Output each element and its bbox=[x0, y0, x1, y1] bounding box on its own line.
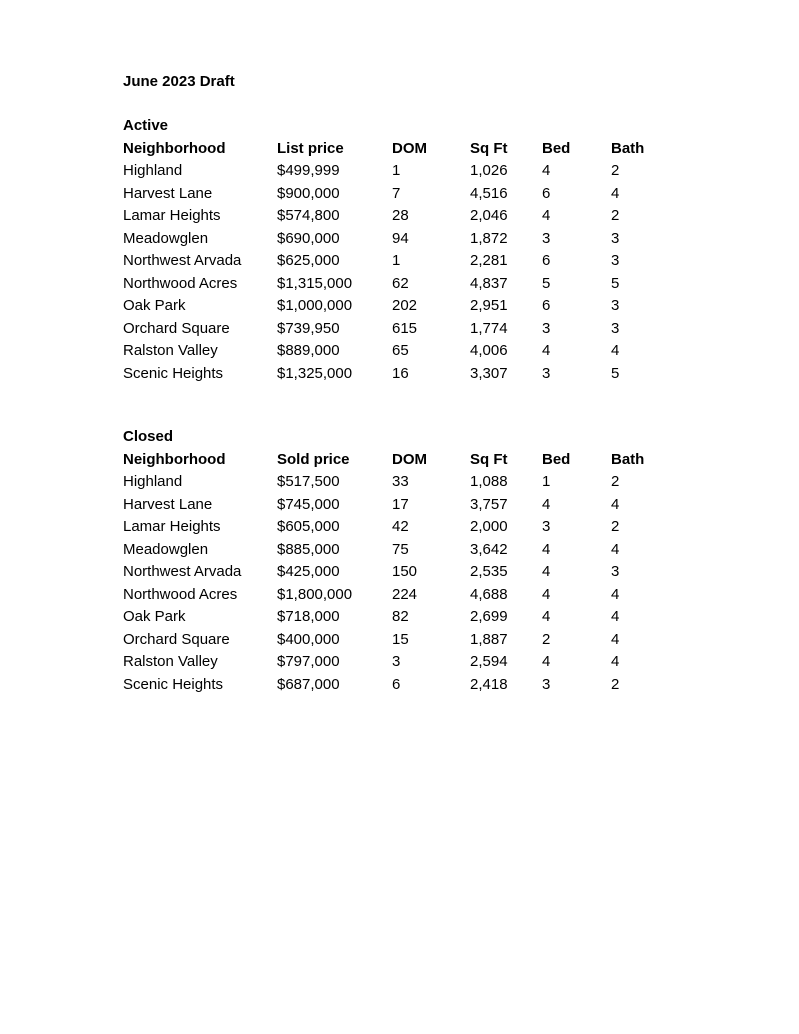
cell-price: $1,800,000 bbox=[277, 585, 353, 603]
cell-dom: 6 bbox=[392, 675, 401, 693]
cell-bath: 4 bbox=[611, 495, 620, 513]
cell-price: $797,000 bbox=[277, 653, 340, 670]
cell-bed: 4 bbox=[542, 495, 551, 513]
cell-price: $900,000 bbox=[277, 184, 340, 202]
cell-dom: 15 bbox=[392, 630, 409, 648]
cell-sq-ft: 3,307 bbox=[470, 364, 508, 382]
cell-neighborhood: Ralston Valley bbox=[123, 653, 218, 670]
table-row bbox=[123, 516, 671, 539]
column-header-bed: Bed bbox=[542, 139, 571, 157]
cell-dom: 1 bbox=[392, 252, 401, 269]
cell-dom: 65 bbox=[392, 342, 409, 359]
table-row bbox=[123, 318, 671, 341]
cell-bed: 5 bbox=[542, 274, 551, 292]
cell-dom: 62 bbox=[392, 274, 409, 292]
cell-dom: 3 bbox=[392, 653, 401, 670]
cell-price: $690,000 bbox=[277, 229, 340, 247]
cell-bath: 3 bbox=[611, 319, 620, 337]
cell-price: $718,000 bbox=[277, 608, 340, 625]
cell-neighborhood: Meadowglen bbox=[123, 540, 209, 558]
column-header-sq-ft: Sq Ft bbox=[470, 450, 508, 468]
cell-sq-ft: 3,757 bbox=[470, 495, 508, 513]
cell-bed: 4 bbox=[542, 207, 551, 224]
cell-sq-ft: 2,951 bbox=[470, 297, 508, 314]
cell-sq-ft: 1,887 bbox=[470, 630, 508, 648]
table-row bbox=[123, 295, 671, 318]
column-header-sold-price: Sold price bbox=[277, 450, 350, 468]
cell-neighborhood: Oak Park bbox=[123, 297, 186, 314]
cell-bath: 4 bbox=[611, 608, 620, 625]
cell-neighborhood: Scenic Heights bbox=[123, 364, 224, 382]
column-header-dom: DOM bbox=[392, 450, 427, 468]
cell-dom: 224 bbox=[392, 585, 418, 603]
cell-dom: 615 bbox=[392, 319, 418, 337]
active-listings-table bbox=[123, 138, 671, 386]
cell-neighborhood: Highland bbox=[123, 473, 183, 490]
cell-neighborhood: Scenic Heights bbox=[123, 675, 224, 693]
document-page bbox=[123, 70, 723, 696]
active-section-label: Active bbox=[123, 117, 169, 134]
cell-bath: 5 bbox=[611, 274, 620, 292]
cell-neighborhood: Ralston Valley bbox=[123, 342, 218, 359]
cell-bed: 3 bbox=[542, 675, 551, 693]
cell-price: $625,000 bbox=[277, 252, 340, 269]
table-row bbox=[123, 340, 671, 363]
table-row bbox=[123, 629, 671, 652]
cell-bath: 4 bbox=[611, 540, 620, 558]
cell-price: $425,000 bbox=[277, 563, 340, 580]
cell-bed: 4 bbox=[542, 585, 551, 603]
cell-bed: 2 bbox=[542, 630, 551, 648]
cell-sq-ft: 2,594 bbox=[470, 653, 508, 670]
table-row bbox=[123, 160, 671, 183]
cell-bed: 4 bbox=[542, 653, 551, 670]
cell-sq-ft: 4,006 bbox=[470, 342, 508, 359]
cell-bath: 2 bbox=[611, 675, 620, 693]
cell-price: $739,950 bbox=[277, 319, 340, 337]
cell-dom: 202 bbox=[392, 297, 418, 314]
cell-price: $605,000 bbox=[277, 518, 340, 535]
table-row bbox=[123, 363, 671, 386]
cell-bed: 3 bbox=[542, 229, 551, 247]
cell-price: $687,000 bbox=[277, 675, 340, 693]
cell-sq-ft: 2,000 bbox=[470, 518, 508, 535]
cell-bath: 4 bbox=[611, 585, 620, 603]
cell-bed: 1 bbox=[542, 473, 551, 490]
cell-neighborhood: Orchard Square bbox=[123, 319, 230, 337]
cell-bath: 5 bbox=[611, 364, 620, 382]
cell-sq-ft: 1,872 bbox=[470, 229, 508, 247]
cell-bed: 6 bbox=[542, 184, 551, 202]
cell-sq-ft: 1,026 bbox=[470, 162, 508, 179]
cell-bath: 4 bbox=[611, 653, 620, 670]
cell-price: $889,000 bbox=[277, 342, 340, 359]
cell-bed: 4 bbox=[542, 162, 551, 179]
cell-neighborhood: Harvest Lane bbox=[123, 495, 213, 513]
column-header-list-price: List price bbox=[277, 139, 344, 157]
cell-dom: 150 bbox=[392, 563, 418, 580]
cell-dom: 75 bbox=[392, 540, 409, 558]
cell-neighborhood: Harvest Lane bbox=[123, 184, 213, 202]
cell-bath: 2 bbox=[611, 162, 620, 179]
cell-dom: 16 bbox=[392, 364, 409, 382]
column-header-bed: Bed bbox=[542, 450, 571, 468]
table-row bbox=[123, 250, 671, 273]
column-header-neighborhood: Neighborhood bbox=[123, 139, 226, 157]
cell-neighborhood: Highland bbox=[123, 162, 183, 179]
cell-dom: 94 bbox=[392, 229, 409, 247]
column-header-dom: DOM bbox=[392, 139, 427, 157]
cell-bath: 3 bbox=[611, 563, 620, 580]
closed-section-label: Closed bbox=[123, 428, 174, 445]
cell-neighborhood: Lamar Heights bbox=[123, 518, 221, 535]
cell-neighborhood: Northwest Arvada bbox=[123, 252, 242, 269]
column-header-bath: Bath bbox=[611, 450, 645, 468]
cell-neighborhood: Orchard Square bbox=[123, 630, 230, 648]
cell-bed: 4 bbox=[542, 540, 551, 558]
cell-bed: 3 bbox=[542, 364, 551, 382]
table-row bbox=[123, 494, 671, 517]
document-title: June 2023 Draft bbox=[123, 73, 235, 90]
table-row bbox=[123, 561, 671, 584]
cell-price: $517,500 bbox=[277, 473, 340, 490]
cell-bath: 2 bbox=[611, 207, 620, 224]
cell-neighborhood: Lamar Heights bbox=[123, 207, 221, 224]
cell-sq-ft: 1,774 bbox=[470, 319, 508, 337]
closed-section bbox=[123, 426, 723, 696]
table-row bbox=[123, 471, 671, 494]
active-section bbox=[123, 115, 723, 385]
cell-sq-ft: 4,688 bbox=[470, 585, 508, 603]
table-row bbox=[123, 674, 671, 697]
cell-bed: 6 bbox=[542, 252, 551, 269]
column-header-neighborhood: Neighborhood bbox=[123, 450, 226, 468]
cell-bed: 6 bbox=[542, 297, 551, 314]
cell-dom: 17 bbox=[392, 495, 409, 513]
cell-dom: 82 bbox=[392, 608, 409, 625]
cell-price: $499,999 bbox=[277, 162, 340, 179]
cell-price: $885,000 bbox=[277, 540, 340, 558]
cell-price: $574,800 bbox=[277, 207, 340, 224]
cell-sq-ft: 4,837 bbox=[470, 274, 508, 292]
cell-bath: 3 bbox=[611, 297, 620, 314]
cell-dom: 42 bbox=[392, 518, 409, 535]
closed-sales-table bbox=[123, 449, 671, 697]
cell-dom: 33 bbox=[392, 473, 409, 490]
cell-sq-ft: 2,535 bbox=[470, 563, 508, 580]
table-row bbox=[123, 205, 671, 228]
cell-bed: 4 bbox=[542, 563, 551, 580]
cell-sq-ft: 3,642 bbox=[470, 540, 508, 558]
cell-bath: 2 bbox=[611, 518, 620, 535]
cell-price: $745,000 bbox=[277, 495, 340, 513]
cell-bath: 3 bbox=[611, 252, 620, 269]
cell-price: $1,000,000 bbox=[277, 297, 353, 314]
cell-sq-ft: 1,088 bbox=[470, 473, 508, 490]
cell-neighborhood: Meadowglen bbox=[123, 229, 209, 247]
cell-bath: 4 bbox=[611, 184, 620, 202]
cell-neighborhood: Northwood Acres bbox=[123, 274, 238, 292]
cell-price: $1,315,000 bbox=[277, 274, 353, 292]
cell-sq-ft: 2,699 bbox=[470, 608, 508, 625]
cell-bed: 3 bbox=[542, 518, 551, 535]
cell-price: $400,000 bbox=[277, 630, 340, 648]
table-row bbox=[123, 273, 671, 296]
table-row bbox=[123, 539, 671, 562]
cell-neighborhood: Northwest Arvada bbox=[123, 563, 242, 580]
cell-sq-ft: 2,418 bbox=[470, 675, 508, 693]
cell-bath: 4 bbox=[611, 342, 620, 359]
table-row bbox=[123, 183, 671, 206]
cell-price: $1,325,000 bbox=[277, 364, 353, 382]
table-row bbox=[123, 606, 671, 629]
cell-bed: 3 bbox=[542, 319, 551, 337]
column-header-sq-ft: Sq Ft bbox=[470, 139, 508, 157]
cell-bath: 2 bbox=[611, 473, 620, 490]
cell-sq-ft: 2,046 bbox=[470, 207, 508, 224]
table-row bbox=[123, 584, 671, 607]
cell-bath: 3 bbox=[611, 229, 620, 247]
cell-neighborhood: Oak Park bbox=[123, 608, 186, 625]
cell-sq-ft: 4,516 bbox=[470, 184, 508, 202]
column-header-bath: Bath bbox=[611, 139, 645, 157]
cell-bath: 4 bbox=[611, 630, 620, 648]
table-row bbox=[123, 651, 671, 674]
cell-dom: 1 bbox=[392, 162, 401, 179]
table-header-row bbox=[123, 138, 671, 161]
cell-dom: 28 bbox=[392, 207, 409, 224]
table-row bbox=[123, 228, 671, 251]
cell-dom: 7 bbox=[392, 184, 401, 202]
cell-neighborhood: Northwood Acres bbox=[123, 585, 238, 603]
cell-bed: 4 bbox=[542, 342, 551, 359]
table-header-row bbox=[123, 449, 671, 472]
cell-bed: 4 bbox=[542, 608, 551, 625]
cell-sq-ft: 2,281 bbox=[470, 252, 508, 269]
